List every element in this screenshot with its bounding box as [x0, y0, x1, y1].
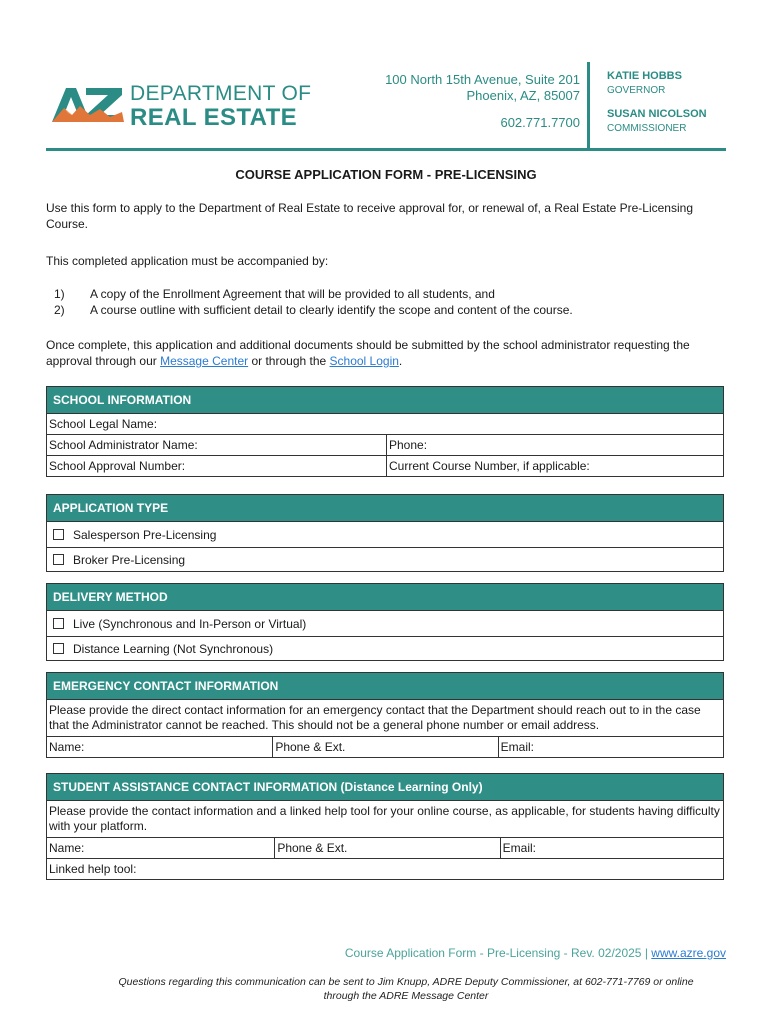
officials-block: [607, 70, 707, 134]
emergency-description: Please provide the direct contact information for an emergency contact that the Department should reach out to in the case that the Administrator cannot be reached. This should not be a general phone number or email address.: [49, 703, 701, 732]
list-item: 1) A copy of the Enrollment Agreement that will be provided to all students, and: [54, 287, 495, 301]
distance-learning-option[interactable]: Distance Learning (Not Synchronous): [47, 636, 723, 660]
emergency-name-field[interactable]: Name:: [49, 740, 85, 754]
commissioner-name: SUSAN NICOLSON: [607, 108, 707, 120]
school-admin-name-field[interactable]: School Administrator Name:: [49, 438, 198, 452]
commissioner-title: COMMISSIONER: [607, 123, 687, 134]
checkbox[interactable]: [53, 529, 64, 540]
table-row: [47, 414, 723, 434]
address-line-2: Phoenix, AZ, 85007: [466, 88, 580, 103]
table-row: [47, 837, 723, 858]
emergency-contact-section: [46, 672, 724, 758]
website-link[interactable]: www.azre.gov: [651, 946, 726, 960]
message-center-link[interactable]: Message Center: [160, 354, 249, 368]
logo-line-2: REAL ESTATE: [130, 104, 298, 131]
broker-option[interactable]: Broker Pre-Licensing: [47, 547, 723, 571]
intro-paragraph-3: Once complete, this application and additional documents should be submitted by the school administrator requesting the approval through our Message Center or through the School Login.: [46, 338, 690, 368]
header-divider: [587, 62, 590, 150]
live-option[interactable]: Live (Synchronous and In-Person or Virtual): [47, 611, 723, 636]
emergency-email-field[interactable]: Email:: [498, 737, 723, 757]
assistance-email-field[interactable]: Email:: [500, 838, 723, 858]
footer-form-id: Course Application Form - Pre-Licensing - Rev. 02/2025 | www.azre.gov: [344, 946, 726, 960]
address-block: [385, 72, 580, 131]
table-row: [47, 736, 723, 757]
section-heading: APPLICATION TYPE: [47, 495, 723, 522]
footer-note: Questions regarding this communication can be sent to Jim Knupp, ADRE Deputy Commissioner, at 602-771-7769 or online through the ADRE Message Center: [118, 976, 694, 1002]
checkbox[interactable]: [53, 643, 64, 654]
assistance-name-field[interactable]: Name:: [49, 841, 85, 855]
school-login-link[interactable]: School Login: [329, 354, 399, 368]
table-row: [47, 858, 723, 879]
form-title: COURSE APPLICATION FORM - PRE-LICENSING: [235, 167, 537, 182]
student-assistance-section: [46, 773, 724, 880]
intro-paragraph-1: Use this form to apply to the Department of Real Estate to receive approval for, or renewal of, a Real Estate Pre-Licensing Course.: [46, 201, 693, 231]
requirements-list: [54, 286, 724, 318]
checkbox[interactable]: [53, 554, 64, 565]
address-line-1: 100 North 15th Avenue, Suite 201: [385, 72, 580, 87]
school-information-section: [46, 386, 724, 477]
section-heading: SCHOOL INFORMATION: [47, 387, 723, 414]
assistance-phone-field[interactable]: Phone & Ext.: [274, 838, 499, 858]
school-phone-field[interactable]: Phone:: [386, 435, 723, 455]
list-item: 2) A course outline with sufficient detail to clearly identify the scope and content of the course.: [54, 303, 573, 317]
emergency-phone-field[interactable]: Phone & Ext.: [272, 737, 497, 757]
checkbox[interactable]: [53, 618, 64, 629]
intro-paragraph-2: This completed application must be accompanied by:: [46, 254, 329, 268]
student-assistance-description: Please provide the contact information and a linked help tool for your online course, as applicable, for students having difficulty with your platform.: [49, 804, 720, 833]
section-heading: STUDENT ASSISTANCE CONTACT INFORMATION (Distance Learning Only): [47, 774, 723, 801]
office-phone: 602.771.7700: [500, 115, 580, 130]
az-logo-mark-icon: [50, 82, 126, 126]
governor-title: GOVERNOR: [607, 85, 666, 96]
section-heading: EMERGENCY CONTACT INFORMATION: [47, 673, 723, 700]
adre-logo: [50, 82, 340, 132]
school-legal-name-field[interactable]: School Legal Name:: [49, 417, 158, 431]
letterhead: [46, 62, 726, 152]
delivery-method-section: [46, 583, 724, 661]
salesperson-option[interactable]: Salesperson Pre-Licensing: [47, 522, 723, 547]
application-type-section: [46, 494, 724, 572]
logo-line-1: DEPARTMENT OF: [130, 82, 312, 105]
table-row: [47, 434, 723, 455]
current-course-number-field[interactable]: Current Course Number, if applicable:: [386, 456, 723, 476]
header-rule: [46, 148, 726, 151]
linked-help-tool-field[interactable]: Linked help tool:: [49, 862, 137, 876]
section-heading: DELIVERY METHOD: [47, 584, 723, 611]
table-row: [47, 455, 723, 476]
governor-name: KATIE HOBBS: [607, 70, 682, 82]
school-approval-number-field[interactable]: School Approval Number:: [49, 459, 186, 473]
